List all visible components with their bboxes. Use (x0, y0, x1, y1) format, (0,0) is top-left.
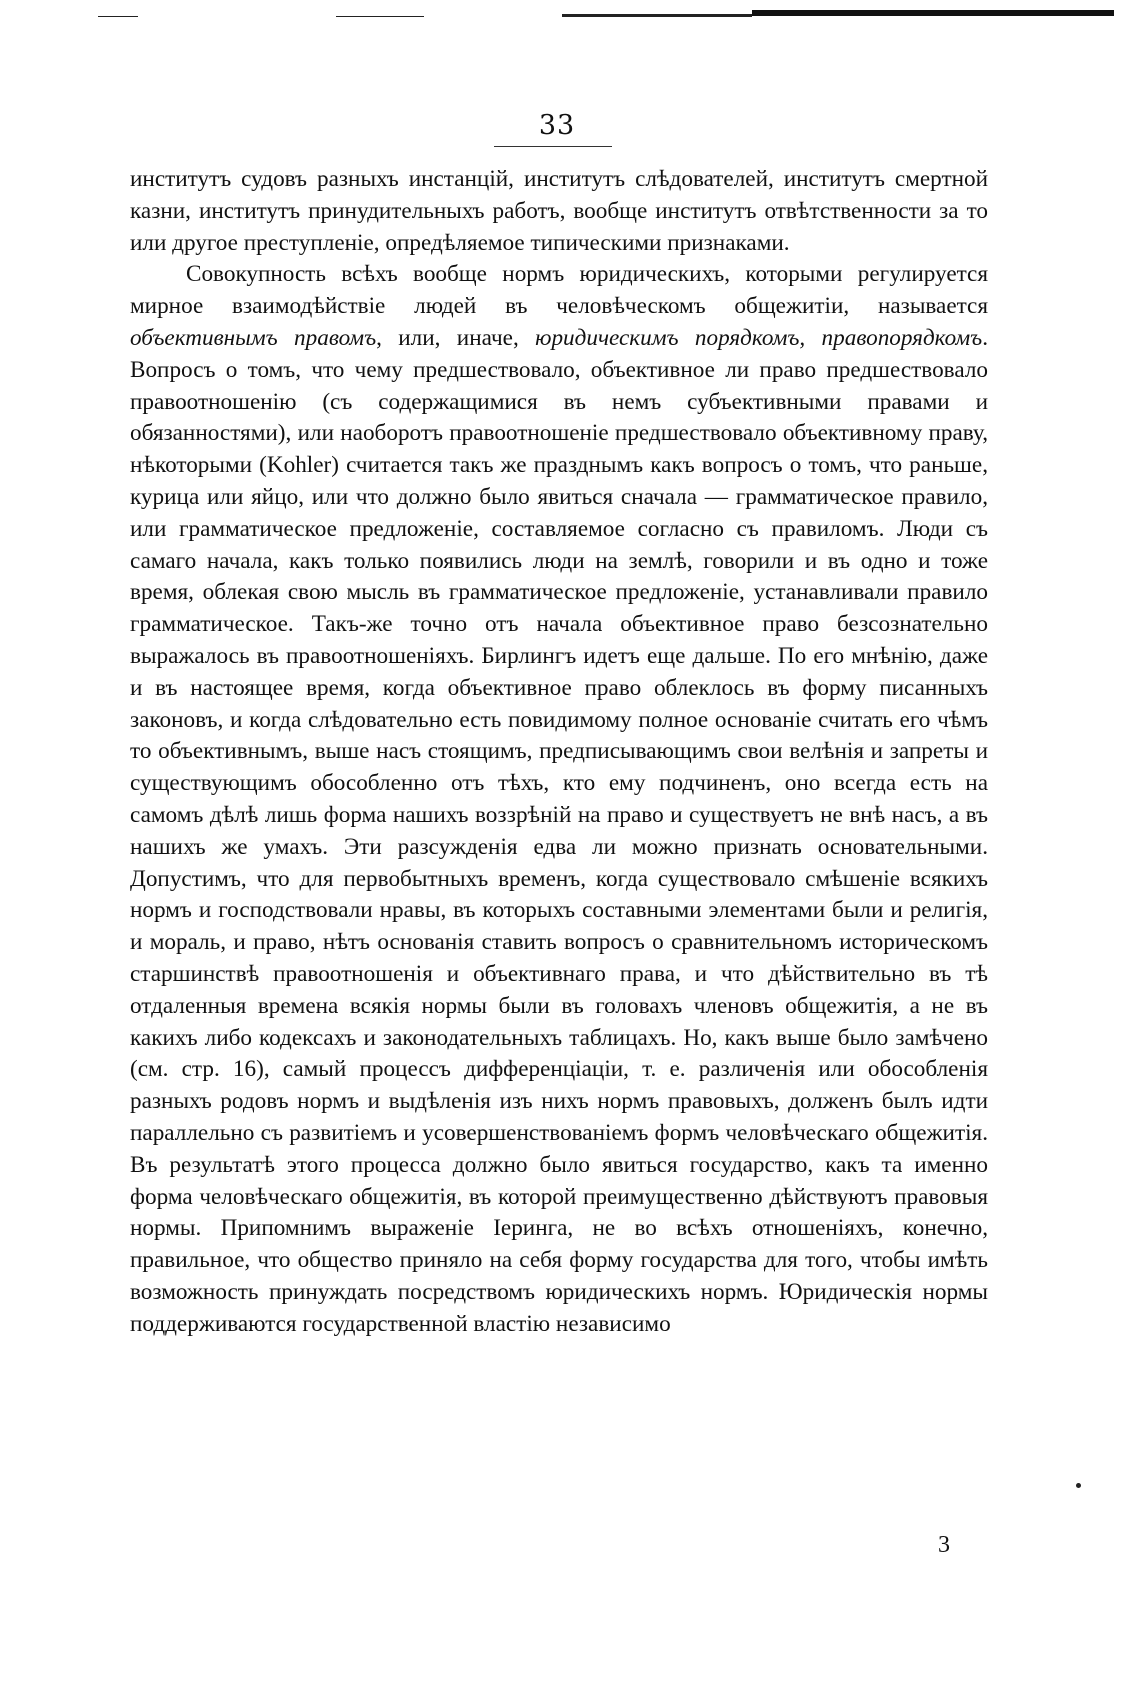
paragraph (130, 259, 988, 1340)
paragraph: институтъ судовъ разныхъ инстанцій, институтъ слѣдователей, институтъ смертной казни, институтъ принудительныхъ работъ, вообще институтъ отвѣтственности за то или другое преступленіе, опредѣляемое типическими признаками. (130, 166, 988, 256)
scan-edge-line (98, 16, 138, 17)
header-rule (494, 146, 612, 147)
text-run: Совокупность всѣхъ вообще нормъ юридическихъ, которыми регулируется мирное взаимодѣйствіе людей въ человѣческомъ общежитіи, называется (130, 261, 988, 320)
text-run: . Вопросъ о томъ, что чему предшествовало, объективное ли право предшествовало правоотношенію (съ содержащимися въ немъ субъективными правами и обязанностями), или наоборотъ правоотношеніе предшествовало объективному праву, нѣкоторыми (Kohler) считается такъ же празднымъ какъ вопросъ о томъ, что раньше, курица или яйцо, или что должно было явиться сначала — грамматическое правило, или грамматическое предложеніе, составляемое согласно съ правиломъ. Люди съ самаго начала, какъ только появились люди на землѣ, говорили и въ одно и тоже время, облекая свою мысль въ грамматическое предложеніе, устанавливали правило грамматическое. Такъ-же точно отъ начала объективное право безсознательно выражалось въ правоотношеніяхъ. Бирлингъ идетъ еще дальше. По его мнѣнію, даже и въ настоящее время, когда объективное право облеклось въ форму писанныхъ законовъ, и когда слѣдовательно есть повидимому полное основаніе считать его чѣмъ то объективнымъ, выше насъ стоящимъ, предписывающимъ свои велѣнія и запреты и существующимъ обособленно отъ тѣхъ, кто ему подчиненъ, оно всегда есть на самомъ дѣлѣ лишь форма нашихъ воззрѣній на право и существуетъ не внѣ насъ, а въ нашихъ же умахъ. Эти разсужденія едва ли можно признать основательными. Допустимъ, что для первобытныхъ временъ, когда существовало смѣшеніе всякихъ нормъ и господствовали нравы, въ которыхъ составными элементами были и религія, и мораль, и право, нѣтъ основанія ставить вопросъ о сравнительномъ историческомъ старшинствѣ правоотношенія и объективнаго права, и что дѣйствительно въ тѣ отдаленныя времена всякія нормы были въ головахъ членовъ общежитія, а не въ какихъ либо кодексахъ и законодательныхъ таблицахъ. Но, какъ выше было замѣчено (см. стр. 16), самый процессъ дифференціаціи, т. е. различенія или обособленія разныхъ родовъ нормъ и выдѣленія изъ нихъ нормъ правовыхъ, долженъ былъ идти параллельно съ развитіемъ и усовершенствованіемъ формъ человѣческаго общежитія. Въ результатѣ этого процесса должно было явиться государство, какъ та именно форма человѣческаго общежитія, въ которой преимущественно дѣйствуютъ правовыя нормы. Припомнимъ выраженіе Іеринга, не во всѣхъ отношеніяхъ, конечно, правильное, что общество приняло на себя форму государства для того, чтобы имѣть возможность принуждать посредствомъ юридическихъ нормъ. Юридическія нормы поддерживаются государственной властію независимо (130, 324, 988, 1337)
signature-mark: 3 (938, 1532, 950, 1558)
text-run: , или, иначе, (376, 324, 536, 351)
page-number: 33 (538, 110, 576, 141)
scan-edge-line (562, 14, 752, 17)
scan-edge-line (752, 10, 1114, 16)
ink-dot (1076, 1483, 1081, 1488)
body-text (130, 164, 988, 1340)
scan-edge-line (336, 16, 424, 17)
italic-term: объективнымъ правомъ (130, 324, 377, 351)
italic-term: юридическимъ порядкомъ, правопорядкомъ (535, 324, 983, 351)
